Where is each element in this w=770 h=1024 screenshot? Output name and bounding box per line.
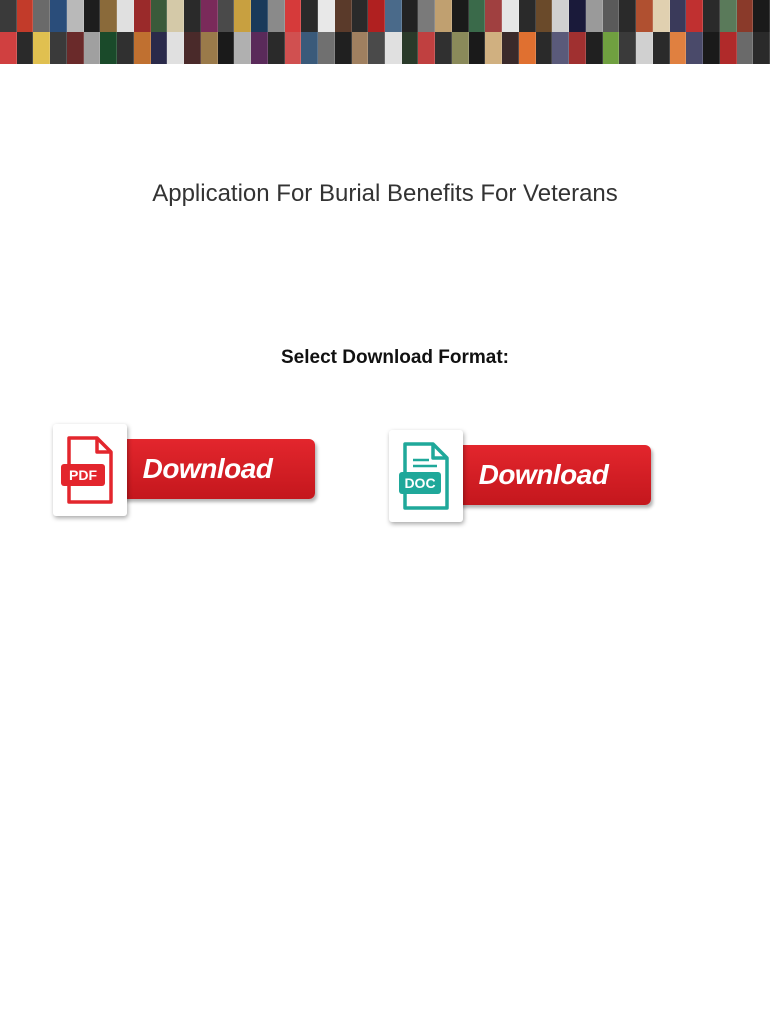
banner-thumbnail	[151, 0, 168, 32]
banner-thumbnail	[352, 32, 369, 64]
banner-thumbnail	[569, 32, 586, 64]
banner-thumbnail	[536, 0, 553, 32]
banner-thumbnail	[17, 32, 34, 64]
banner-thumbnail	[50, 32, 67, 64]
banner-thumbnail	[184, 32, 201, 64]
pdf-download-red-button[interactable]	[100, 439, 315, 499]
banner-thumbnail	[737, 32, 754, 64]
banner-thumbnail	[167, 32, 184, 64]
doc-download-label: Download	[478, 459, 609, 490]
banner-thumbnail	[653, 32, 670, 64]
banner-thumbnail	[234, 32, 251, 64]
banner-thumbnail	[469, 0, 486, 32]
banner-thumbnail	[737, 0, 754, 32]
pdf-file-icon	[53, 424, 127, 516]
banner-thumbnail	[184, 0, 201, 32]
banner-thumbnail	[603, 32, 620, 64]
banner-thumbnail	[670, 32, 687, 64]
banner-thumbnail	[619, 0, 636, 32]
banner-thumbnail	[686, 32, 703, 64]
banner-thumbnail	[720, 32, 737, 64]
thumbnail-banner	[0, 0, 770, 64]
banner-thumbnail	[619, 32, 636, 64]
banner-thumbnail	[485, 32, 502, 64]
banner-thumbnail	[452, 0, 469, 32]
banner-thumbnail	[536, 32, 553, 64]
pdf-badge-text: PDF	[69, 467, 97, 483]
doc-file-icon	[389, 430, 463, 522]
banner-thumbnail	[134, 32, 151, 64]
banner-thumbnail	[653, 0, 670, 32]
banner-thumbnail	[151, 32, 168, 64]
banner-thumbnail	[117, 0, 134, 32]
banner-thumbnail	[285, 32, 302, 64]
banner-thumbnail	[335, 0, 352, 32]
banner-thumbnail	[218, 0, 235, 32]
banner-thumbnail	[753, 0, 770, 32]
banner-thumbnail	[117, 32, 134, 64]
banner-thumbnail	[485, 0, 502, 32]
banner-thumbnail	[703, 32, 720, 64]
banner-thumbnail	[753, 32, 770, 64]
banner-thumbnail	[402, 0, 419, 32]
banner-thumbnail	[418, 32, 435, 64]
banner-thumbnail	[586, 32, 603, 64]
banner-thumbnail	[100, 0, 117, 32]
select-format-label: Select Download Format:	[280, 347, 510, 368]
banner-thumbnail	[435, 32, 452, 64]
banner-thumbnail	[686, 0, 703, 32]
banner-thumbnail	[569, 0, 586, 32]
banner-thumbnail	[0, 0, 17, 32]
banner-thumbnail	[385, 0, 402, 32]
banner-thumbnail	[670, 0, 687, 32]
banner-thumbnail	[201, 0, 218, 32]
banner-thumbnail	[636, 0, 653, 32]
banner-thumbnail	[352, 0, 369, 32]
page-title: Application For Burial Benefits For Veterans	[152, 180, 618, 207]
banner-thumbnail	[318, 32, 335, 64]
banner-thumbnail	[502, 32, 519, 64]
banner-thumbnail	[301, 0, 318, 32]
banner-thumbnail	[251, 0, 268, 32]
banner-thumbnail	[469, 32, 486, 64]
banner-thumbnail	[33, 0, 50, 32]
banner-thumbnail	[502, 0, 519, 32]
banner-thumbnail	[552, 32, 569, 64]
banner-thumbnail	[84, 0, 101, 32]
banner-thumbnail	[402, 32, 419, 64]
banner-thumbnail	[552, 0, 569, 32]
doc-badge-text: DOC	[404, 475, 436, 491]
banner-thumbnail	[636, 32, 653, 64]
banner-thumbnail	[368, 0, 385, 32]
banner-thumbnail	[418, 0, 435, 32]
banner-thumbnail	[201, 32, 218, 64]
banner-thumbnail	[218, 32, 235, 64]
banner-thumbnail	[67, 0, 84, 32]
pdf-download-label: Download	[142, 453, 273, 484]
banner-thumbnail	[251, 32, 268, 64]
banner-thumbnail	[285, 0, 302, 32]
banner-thumbnail	[301, 32, 318, 64]
banner-thumbnail	[318, 0, 335, 32]
banner-thumbnail	[100, 32, 117, 64]
banner-thumbnail	[84, 32, 101, 64]
banner-thumbnail	[519, 32, 536, 64]
banner-thumbnail	[435, 0, 452, 32]
banner-thumbnail	[519, 0, 536, 32]
banner-thumbnail	[368, 32, 385, 64]
banner-thumbnail	[452, 32, 469, 64]
banner-thumbnail	[720, 0, 737, 32]
banner-thumbnail	[268, 32, 285, 64]
doc-download-red-button[interactable]	[436, 445, 651, 505]
banner-thumbnail	[268, 0, 285, 32]
banner-thumbnail	[50, 0, 67, 32]
banner-thumbnail	[67, 32, 84, 64]
banner-thumbnail	[17, 0, 34, 32]
banner-thumbnail	[586, 0, 603, 32]
banner-thumbnail	[603, 0, 620, 32]
banner-thumbnail	[385, 32, 402, 64]
banner-thumbnail	[234, 0, 251, 32]
pdf-download-button[interactable]	[50, 424, 320, 519]
banner-thumbnail	[335, 32, 352, 64]
banner-thumbnail	[0, 32, 17, 64]
doc-download-button[interactable]	[386, 430, 656, 522]
banner-thumbnail	[167, 0, 184, 32]
banner-thumbnail	[33, 32, 50, 64]
banner-thumbnail	[134, 0, 151, 32]
banner-thumbnail	[703, 0, 720, 32]
